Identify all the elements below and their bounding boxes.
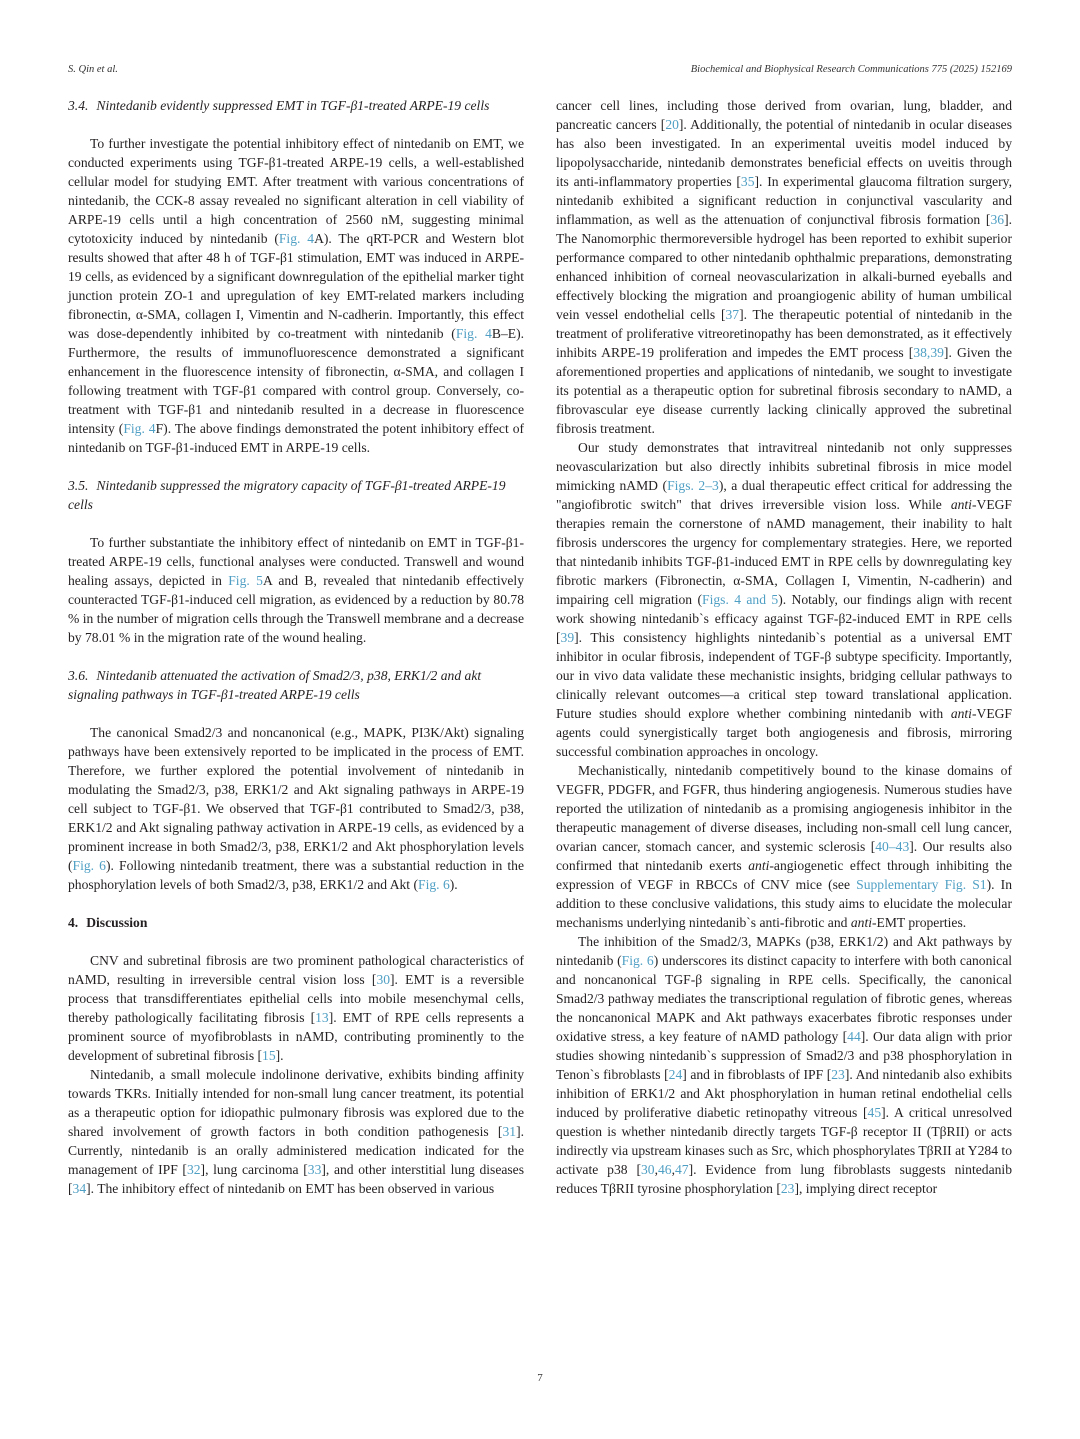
discussion-paragraph-4: Mechanistically, nintedanib competitively bound to the kinase domains of VEGFR, PDGFR, and FGFR, thus hindering angiogenesis. Numerous studies have reported the utilization of nintedanib as a promising angiogenesis inhibitor in the therapeutic management of diverse diseases, including non-small cell lung cancer, ovarian cancer, stomach cancer, and systemic sclerosis [40–43]. Our results also confirmed that nintedanib exerts anti-angiogenetic effect through inhibiting the expression of VEGF in RBCCs of CNV mice (see Supplementary Fig. S1). In addition to these conclusive validations, this study aims to elucidate the molecular mechanisms underlying nintedanib`s anti-fibrotic and anti-EMT properties. [556,763,1012,930]
section-number: 3.4. [68,98,89,113]
page-number: 7 [537,1372,543,1384]
discussion-paragraph-3: Our study demonstrates that intravitreal nintedanib not only suppresses neovascularization but also directly inhibits subretinal fibrosis in mice model mimicking nAMD (Figs. 2–3), a dual therapeutic effect critical for addressing the "angiofibrotic switch" that drives irreversible vision loss. While anti-VEGF therapies remain the cornerstone of nAMD management, their inability to halt fibrosis underscores the urgency for complementary strategies. Here, we reported that nintedanib inhibits TGF-β1-induced EMT in RPE cells by downregulating key fibrotic markers (Fibronectin, α-SMA, Collagen I, Vimentin, N-cadherin) and impairing cell migration (Figs. 4 and 5). Notably, our findings align with recent work showing nintedanib`s efficacy against TGF-β2-induced EMT in RPE cells [39]. This consistency highlights nintedanib`s potential as a universal EMT inhibitor in ocular fibrosis, independent of TGF-β subtype specificity. Importantly, our in vivo data validate these mechanistic insights, bridging cellular pathways to clinically relevant outcomes—a critical step toward translational application. Future studies should explore whether combining nintedanib with anti-VEGF agents could synergistically target both angiogenesis and fibrosis, mirroring successful combination approaches in oncology. [556,440,1012,759]
citation-link[interactable]: 23 [831,1067,845,1082]
supplementary-figure-link[interactable]: Supplementary Fig. S1 [856,877,987,892]
section-number: 4. [68,915,79,930]
figure-link[interactable]: Fig. 4 [123,421,156,436]
figure-link[interactable]: Fig. 4 [278,231,315,246]
section-3-4-paragraph: To further investigate the potential inhibitory effect of nintedanib on EMT, we conducted experiments using TGF-β1-treated ARPE-19 cells, a well-established cellular model for studying EMT. After treatment with various concentrations of nintedanib, the CCK-8 assay revealed no significant alteration in cell viability of ARPE-19 cells until a high concentration of 2560 nM, suggesting minimal cytotoxicity induced by nintedanib (Fig. 4A). The qRT-PCR and Western blot results showed that after 48 h of TGF-β1 stimulation, EMT was induced in ARPE-19 cells, as evidenced by a significant downregulation of the epithelial marker tight junction protein ZO-1 and upregulation of key EMT-related markers including fibronectin, α-SMA, collagen I, Vimentin and N-cadherin. Importantly, this effect was dose-dependently inhibited by co-treatment with nintedanib (Fig. 4B–E). Furthermore, the results of immunofluorescence demonstrated a significant enhancement in the fluorescence intensity of fibronectin, α-SMA, and collagen I following treatment with TGF-β1 compared with control group. Conversely, co-treatment with TGF-β1 and nintedanib resulted in a decrease in fluorescence intensity (Fig. 4F). The above findings demonstrated the potent inhibitory effect of nintedanib on TGF-β1-induced EMT in ARPE-19 cells. [68,136,525,455]
citation-link[interactable]: 20 [665,117,679,132]
citation-link[interactable]: 33 [307,1162,322,1177]
section-number: 3.6. [68,668,89,683]
citation-link[interactable]: 13 [315,1010,329,1025]
figure-link[interactable]: Figs. 4 and 5 [702,592,779,607]
figure-link[interactable]: Fig. 6 [418,877,450,892]
citation-link[interactable]: 23 [780,1181,795,1196]
citation-link[interactable]: 46 [658,1162,672,1177]
citation-link[interactable]: 45 [867,1105,882,1120]
discussion-paragraph-1: CNV and subretinal fibrosis are two prominent pathological characteristics of nAMD, resulting in irreversible central vision loss [30]. EMT is a reversible process that transdifferentiates epithelial cells into mobile mesenchymal cells, thereby pathologically facilitating fibrosis [13]. EMT of RPE cells represents a prominent source of myofibroblasts in nAMD, contributing prominently to the development of subretinal fibrosis [15]. [68,953,524,1063]
figure-link[interactable]: Fig. 4 [455,326,492,341]
citation-link[interactable]: 34 [72,1181,87,1196]
section-3-6-paragraph: The canonical Smad2/3 and noncanonical (e.g., MAPK, PI3K/Akt) signaling pathways have been extensively reported to be implicated in the process of EMT. Therefore, we further explored the potential involvement of nintedanib in modulating the Smad2/3, p38, ERK1/2 and Akt signaling pathways in ARPE-19 cell subject to TGF-β1. We observed that TGF-β1 contributed to Smad2/3, p38, ERK1/2 and Akt signaling pathway activation in ARPE-19 cells, as evidenced by a prominent increase in both Smad2/3, p38, ERK1/2 and Akt phosphorylation levels (Fig. 6). Following nintedanib treatment, there was a substantial reduction in the phosphorylation levels of both Smad2/3, p38, ERK1/2 and Akt (Fig. 6). [68,725,525,892]
section-3-4-heading [68,96,524,115]
citation-link[interactable]: 38,39 [913,345,944,360]
citation-link[interactable]: 40–43 [875,839,910,854]
figure-link[interactable]: Figs. 2–3 [667,478,719,493]
section-title: Nintedanib suppressed the migratory capacity of TGF-β1-treated ARPE-19 cells [68,478,506,512]
right-column [556,96,1012,1198]
citation-link[interactable]: 36 [990,212,1005,227]
citation-link[interactable]: 31 [502,1124,517,1139]
figure-link[interactable]: Fig. 5 [228,573,263,588]
citation-link[interactable]: 44 [847,1029,861,1044]
section-4-heading [68,913,524,932]
citation-link[interactable]: 37 [725,307,740,322]
discussion-paragraph-2-part-2: cancer cell lines, including those derived from ovarian, lung, bladder, and pancreatic cancers [20]. Additionally, the potential of nintedanib in ocular diseases has also been investigated. In an experimental uveitis model induced by lipopolysaccharide, nintedanib demonstrates beneficial effects on uveitis through its anti-inflammatory properties [35]. In experimental glaucoma filtration surgery, nintedanib exhibited a significant reduction in conjunctival vascularity and inflammation, as well as the attenuation of conjunctival fibrosis formation [36]. The Nanomorphic thermoreversible hydrogel has been reported to exhibit superior performance compared to other nintedanib ophthalmic preparations, demonstrating enhanced inhibition of corneal neovascularization in alkali-burned eyeballs and effectively blocking the migration and proangiogenic ability of human umbilical vein vessel endothelial cells [37]. The therapeutic potential of nintedanib in the treatment of proliferative vitreoretinopathy has been demonstrated, as it effectively inhibits ARPE-19 proliferation and impedes the EMT process [38,39]. Given the aforementioned properties and applications of nintedanib, we sought to investigate its potential as a therapeutic option for subretinal fibrosis secondary to nAMD, a fibrovascular eye disease currently lacking clinically approved the subretinal fibrosis treatment. [556,98,1013,436]
discussion-paragraph-5: The inhibition of the Smad2/3, MAPKs (p38, ERK1/2) and Akt pathways by nintedanib (Fig. 6) underscores its distinct capacity to interfere with both canonical and noncanonical TGF-β signaling in RPE cells. Specifically, the canonical Smad2/3 pathway mediates the transcriptional regulation of fibrotic genes, whereas the noncanonical MAPK and Akt pathways exacerbates fibrotic responses under oxidative stress, a key feature of nAMD pathology [44]. Our data align with prior studies showing nintedanib`s suppression of Smad2/3 and p38 phosphorylation in Tenon`s fibroblasts [24] and in fibroblasts of IPF [23]. And nintedanib also exhibits inhibition of ERK1/2 and Akt phosphorylation in human retinal endothelial cells induced by proliferative diabetic retinopathy vitreous [45]. A critical unresolved question is whether nintedanib directly targets TGF-β receptor II (TβRII) or acts indirectly via upstream kinases such as Src, which phosphorylates TβRII at Y284 to activate p38 [30,46,47]. Evidence from lung fibroblasts suggests nintedanib reduces TβRII tyrosine phosphorylation [23], implying direct receptor [556,934,1013,1196]
running-head-journal: Biochemical and Biophysical Research Communications 775 (2025) 152169 [690,64,1012,75]
citation-link[interactable]: 30 [376,972,391,987]
section-title: Nintedanib evidently suppressed EMT in TGF-β1-treated ARPE-19 cells [96,98,490,113]
citation-link[interactable]: 47 [675,1162,689,1177]
citation-link[interactable]: 32 [186,1162,201,1177]
section-3-5-paragraph: To further substantiate the inhibitory effect of nintedanib on EMT in TGF-β1-treated ARPE-19 cells, functional analyses were conducted. Transwell and wound healing assays, depicted in Fig. 5A and B, revealed that nintedanib effectively counteracted TGF-β1-induced cell migration, as evidenced by a reduction by 80.78 % in the number of migration cells through the Transwell membrane and a decrease by 78.01 % in the migration rate of the wound healing. [68,535,524,645]
section-number: 3.5. [68,478,89,493]
citation-link[interactable]: 15 [262,1048,276,1063]
citation-link[interactable]: 39 [560,630,575,645]
section-title: Nintedanib attenuated the activation of Smad2/3, p38, ERK1/2 and akt signaling pathways in TGF-β1-treated ARPE-19 cells [68,668,482,702]
section-3-6-heading [68,666,524,704]
discussion-paragraph-2-part-1: Nintedanib, a small molecule indolinone derivative, exhibits binding affinity towards TKRs. Initially intended for non-small lung cancer treatment, its potential as a therapeutic option for idiopathic pulmonary fibrosis was explored due to the shared involvement of growth factors in both condition pathogenesis [31]. Currently, nintedanib is an orally administered medication indicated for the management of IPF [32], lung carcinoma [33], and other interstitial lung diseases [34]. The inhibitory effect of nintedanib on EMT has been observed in various [68,1067,524,1196]
section-3-5-heading [68,476,524,514]
running-head-authors: S. Qin et al. [68,64,118,75]
citation-link[interactable]: 30 [641,1162,655,1177]
figure-link[interactable]: Fig. 6 [621,953,654,968]
citation-link[interactable]: 24 [668,1067,683,1082]
figure-link[interactable]: Fig. 6 [72,858,106,873]
section-title: Discussion [86,915,148,930]
citation-link[interactable]: 35 [740,174,755,189]
left-column [68,96,524,1198]
